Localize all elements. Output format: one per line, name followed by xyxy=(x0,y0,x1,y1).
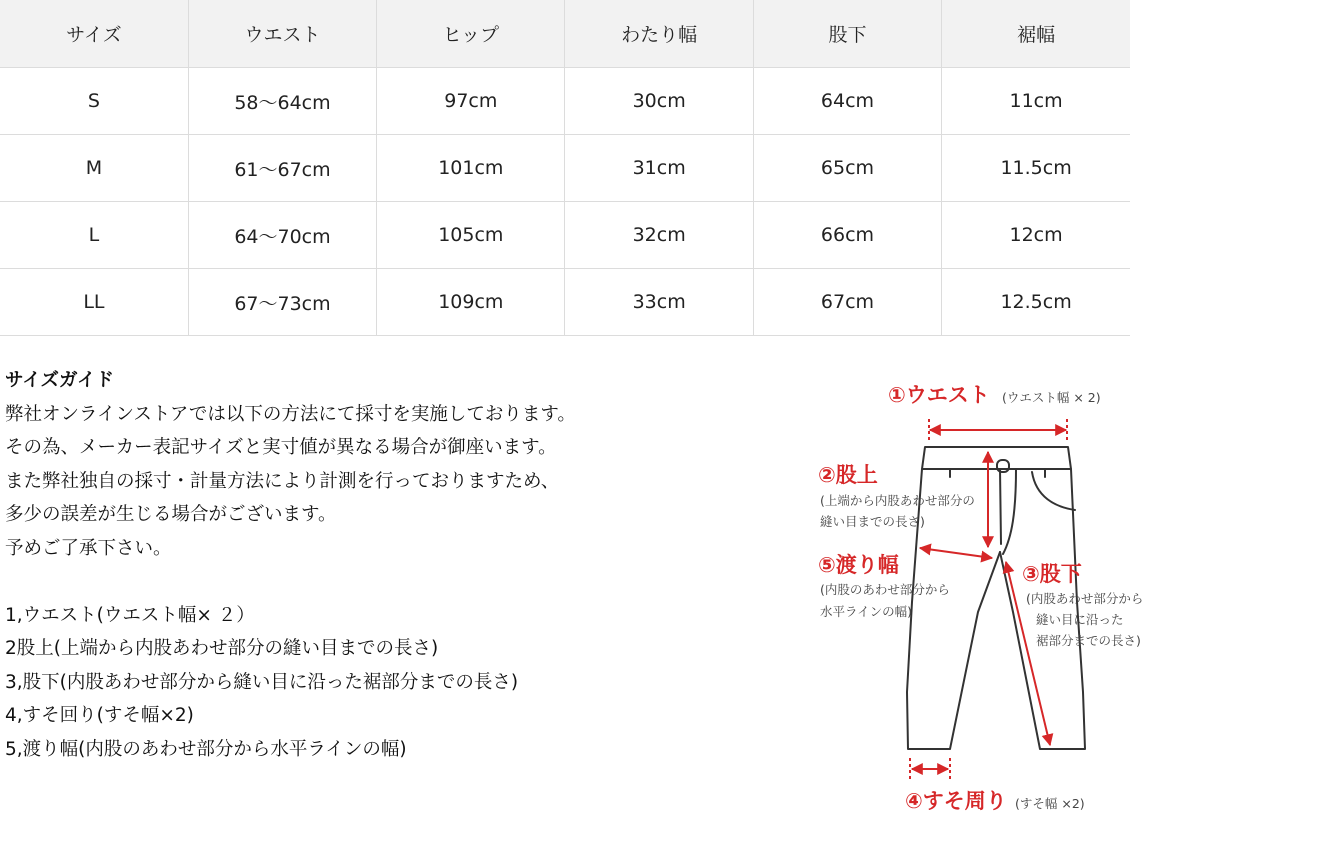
thigh-title: ⑤渡り幅 xyxy=(818,553,899,577)
rise-note-line: 縫い目までの長さ) xyxy=(820,514,925,529)
thigh-measure-arrow xyxy=(920,548,992,558)
col-header-hem: 裾幅 xyxy=(942,0,1130,68)
cell-waist: 58〜64cm xyxy=(188,68,376,135)
inseam-title: ③股下 xyxy=(1022,562,1082,586)
col-header-inseam: 股下 xyxy=(753,0,941,68)
cell-hem: 11.5cm xyxy=(942,135,1130,202)
cell-inseam: 67cm xyxy=(753,269,941,336)
guide-paragraph-line: 予めご了承下さい。 xyxy=(5,537,172,559)
table-row xyxy=(0,68,1130,135)
guide-item: 3,股下(内股あわせ部分から縫い目に沿った裾部分までの長さ) xyxy=(5,671,519,693)
inseam-note-line: (内股あわせ部分から xyxy=(1026,591,1144,606)
cell-size: LL xyxy=(0,269,188,336)
hem-title: ④すそ周り xyxy=(905,789,1007,813)
cell-inseam: 66cm xyxy=(753,202,941,269)
thigh-note-line: 水平ラインの幅) xyxy=(820,604,913,619)
guide-item: 4,すそ回り(すそ幅×2) xyxy=(5,705,194,726)
waist-measure-arrow xyxy=(929,419,1067,442)
col-header-thigh: わたり幅 xyxy=(565,0,753,68)
hem-measure-arrow xyxy=(910,758,950,780)
guide-item: 1,ウエスト(ウエスト幅× ２） xyxy=(5,604,255,626)
guide-paragraph-line: 弊社オンラインストアでは以下の方法にて採寸を実施しております。 xyxy=(5,403,576,425)
table-row xyxy=(0,202,1130,269)
size-guide xyxy=(5,364,705,766)
inseam-measure-arrow xyxy=(1006,562,1050,745)
rise-note-line: (上端から内股あわせ部分の xyxy=(820,493,975,508)
thigh-note-line: (内股のあわせ部分から xyxy=(820,582,950,597)
cell-size: L xyxy=(0,202,188,269)
guide-item: 5,渡り幅(内股のあわせ部分から水平ラインの幅) xyxy=(5,738,407,760)
cell-size: M xyxy=(0,135,188,202)
guide-paragraph-line: また弊社独自の採寸・計量方法により計測を行っておりますため、 xyxy=(5,470,560,492)
hem-note: (すそ幅 ×2) xyxy=(1015,796,1085,811)
guide-paragraph-line: 多少の誤差が生じる場合がございます。 xyxy=(5,504,337,525)
guide-paragraph-line: その為、メーカー表記サイズと実寸値が異なる場合が御座います。 xyxy=(5,437,557,458)
pants-measurement-diagram xyxy=(800,372,1200,832)
col-header-size: サイズ xyxy=(0,0,188,68)
table-header-row xyxy=(0,0,1130,68)
spacer xyxy=(5,565,705,599)
cell-thigh: 33cm xyxy=(565,269,753,336)
col-header-waist: ウエスト xyxy=(188,0,376,68)
rise-title: ②股上 xyxy=(818,463,878,487)
table-row xyxy=(0,269,1130,336)
cell-hip: 101cm xyxy=(377,135,565,202)
inseam-note-line: 裾部分までの長さ) xyxy=(1036,633,1141,648)
cell-inseam: 64cm xyxy=(753,68,941,135)
cell-hip: 97cm xyxy=(377,68,565,135)
cell-thigh: 32cm xyxy=(565,202,753,269)
waist-note: (ウエスト幅 × 2) xyxy=(1002,390,1101,405)
pants-diagram-svg xyxy=(800,372,1200,832)
cell-hem: 11cm xyxy=(942,68,1130,135)
guide-heading: サイズガイド xyxy=(5,370,114,391)
cell-waist: 64〜70cm xyxy=(188,202,376,269)
cell-size: S xyxy=(0,68,188,135)
cell-hip: 105cm xyxy=(377,202,565,269)
cell-inseam: 65cm xyxy=(753,135,941,202)
size-table xyxy=(0,0,1130,336)
col-header-hip: ヒップ xyxy=(377,0,565,68)
cell-hip: 109cm xyxy=(377,269,565,336)
inseam-note-line: 縫い目に沿った xyxy=(1036,612,1124,627)
cell-waist: 67〜73cm xyxy=(188,269,376,336)
cell-thigh: 30cm xyxy=(565,68,753,135)
waist-title: ①ウエスト xyxy=(888,383,990,407)
cell-thigh: 31cm xyxy=(565,135,753,202)
cell-hem: 12cm xyxy=(942,202,1130,269)
table-row xyxy=(0,135,1130,202)
guide-item: 2股上(上端から内股あわせ部分の縫い目までの長さ) xyxy=(5,638,439,659)
cell-hem: 12.5cm xyxy=(942,269,1130,336)
cell-waist: 61〜67cm xyxy=(188,135,376,202)
